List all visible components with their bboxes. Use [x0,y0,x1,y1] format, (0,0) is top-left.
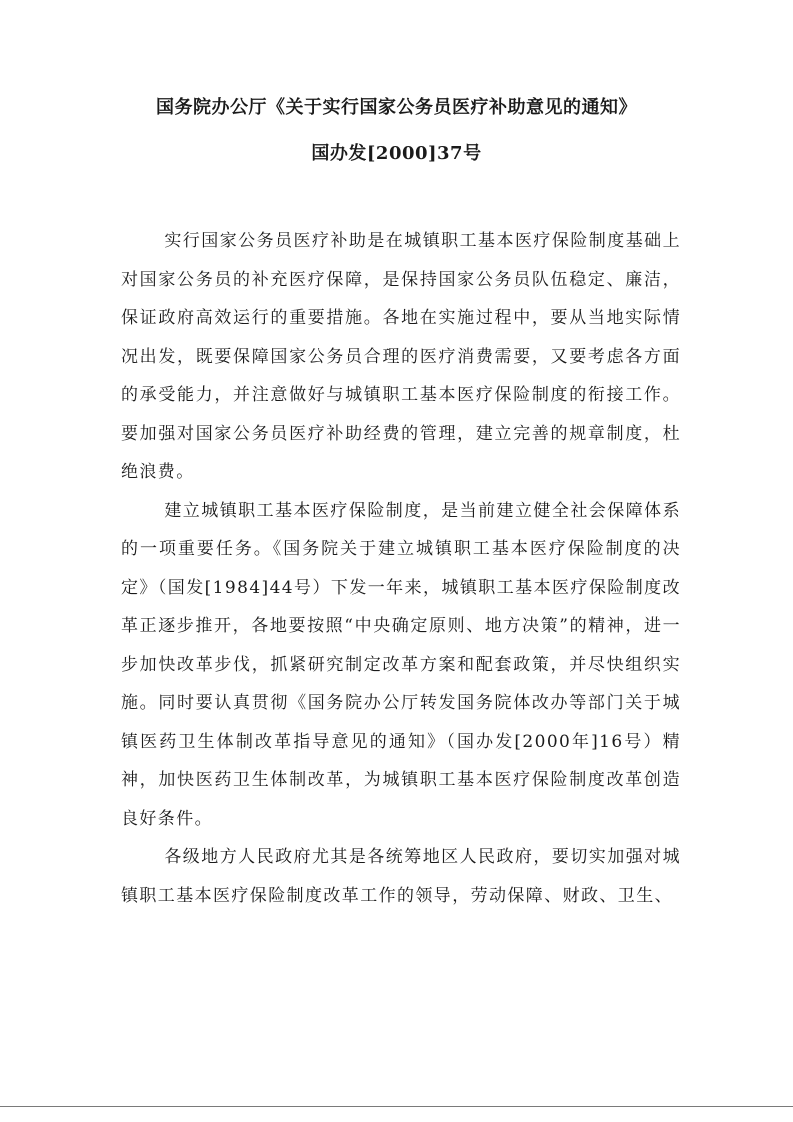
document-number: 国办发[2000]37号 [311,143,482,164]
paragraph-1: 实行国家公务员医疗补助是在城镇职工基本医疗保险制度基础上对国家公务员的补充医疗保障，是保持国家公务员队伍稳定、廉洁，保证政府高效运行的重要措施。各地在实施过程中，要从当地实际情况出发，既要保障国家公务员合理的医疗消费需要，又要考虑各方面的承受能力，并注意做好与城镇职工基本医疗保险制度的衔接工作。要加强对国家公务员医疗补助经费的管理，建立完善的规章制度，杜绝浪费。 [121,231,681,482]
paragraph-2: 建立城镇职工基本医疗保险制度，是当前建立健全社会保障体系的一项重要任务。《国务院关于建立城镇职工基本医疗保险制度的决定》（国发[1984]44号）下发一年来，城镇职工基本医疗保险制度改革正逐步推开，各地要按照“中央确定原则、地方决策”的精神，进一步加快改革步伐，抓紧研究制定改革方案和配套政策，并尽快组织实施。同时要认真贯彻《国务院办公厅转发国务院体改办等部门关于城镇医药卫生体制改革指导意见的通知》（国办发[2000年]16号）精神，加快医药卫生体制改革，为城镇职工基本医疗保险制度改革创造良好条件。 [121,500,681,829]
paragraph-3: 各级地方人民政府尤其是各统筹地区人民政府，要切实加强对城镇职工基本医疗保险制度改革工作的领导，劳动保障、财政、卫生、 [121,847,681,906]
document-body [121,222,681,915]
document-title: 国务院办公厅《关于实行国家公务员医疗补助意见的通知》 [156,97,637,118]
bottom-divider [0,1106,793,1107]
